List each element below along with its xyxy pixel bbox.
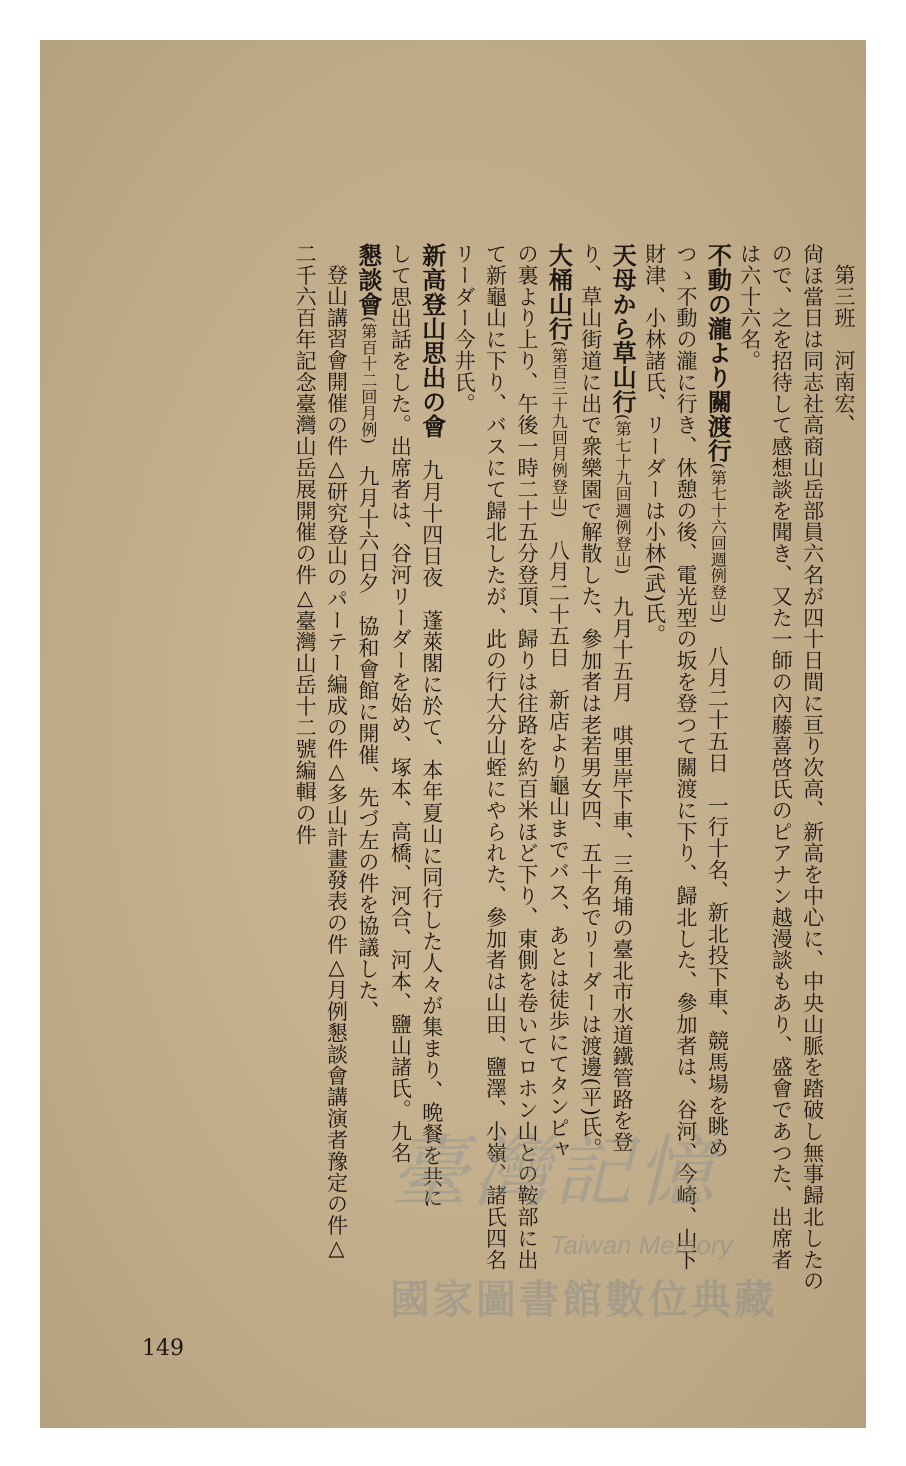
text-line: 登山講習會開催の件△研究登山のパーテー編成の件△多山計畫發表の件△月例懇談會講演者豫定の件△ <box>324 264 349 1261</box>
text-line: ので、之を招待して感想談を聞き、又た一師の內藤喜啓氏のピアナン越漫談もあり、盛會であつた、出席者 <box>769 243 794 1271</box>
section-note: (第七十九回週例登山) <box>613 413 633 575</box>
section-heading: 天母から草山行 <box>608 243 638 414</box>
text-line: リーダー今井氏。 <box>452 243 477 415</box>
text-line: の裏より上り、午後一時二十五分登頂、歸りは往路を約百米ほど下り、東側を卷いてロホン山との鞍部に出 <box>514 243 539 1271</box>
text-line <box>542 243 574 1303</box>
section-note: (第百十二回月例) <box>358 316 378 445</box>
section-body: 九月十四日夜 蓬萊閣に於て、本年夏山に同行した人々が集まり、晩餐を共に <box>419 459 444 1209</box>
section-heading: 新高登山思出の會 <box>417 243 447 439</box>
text-line <box>415 243 447 1303</box>
text-line <box>352 243 384 1303</box>
watermark-english: Taiwan Memory <box>550 1230 733 1260</box>
section-body: 八月二十五日 新店より龜山までバス、あとは徒歩にてタンピャ <box>546 539 571 1160</box>
section-heading: 大桶山行 <box>544 243 574 341</box>
page-number: 149 <box>142 1336 184 1361</box>
section-body: 八月二十五日 一行十名、新北投下車、競馬場を眺め <box>705 644 730 1159</box>
text-line: 財津、小林諸氏、リーダーは小林(武)氏。 <box>642 243 667 646</box>
text-line: つゝ不動の瀧に行き、休憩の後、電光型の坂を登つて關渡に下り、歸北した、參加者は、谷河、今崎、山下 <box>673 243 698 1271</box>
text-line <box>701 243 733 1303</box>
watermark-subtitle: 國家圖書館數位典藏 <box>390 1277 777 1323</box>
text-line: て新龜山に下り、バスにて歸北したが、此の行大分山蛭にやられた、參加者は山田、鹽澤、小嶺、諸氏四名 <box>483 243 508 1271</box>
section-note: (第七十六回週例登山) <box>708 462 728 624</box>
book-page <box>40 40 866 1428</box>
section-note: (第百三十九回月例登山) <box>549 340 569 518</box>
section-body: 九月十五月 唭里岸下車、三角埔の臺北市水道鐵管路を登 <box>610 596 635 1153</box>
watermark-logo-text: 臺灣記憶 <box>390 1128 719 1218</box>
vertical-text-block <box>145 243 859 1303</box>
text-line: 尙ほ當日は同志社高商山岳部員六名が四十日間に亘り次高、新高を中心に、中央山脈を踏破し無事歸北したの <box>800 243 825 1292</box>
text-line: 二千六百年記念臺灣山岳展開催の件△臺灣山岳十二號編輯の件 <box>293 243 318 846</box>
section-body: 九月十六日夕 協和會館に開催、先づ左の件を協議した、 <box>355 465 380 1023</box>
text-line: して思出話をした。出席者は、谷河リーダーを始め、塚本、高橋、河合、河本、鹽山諸氏。九名 <box>388 243 413 1164</box>
section-heading: 不動の瀧より關渡行 <box>703 243 733 463</box>
section-heading: 懇談會 <box>353 243 383 317</box>
text-line: り、草山街道に出で衆樂園で解散した、參加者は老若男女四、五十名でリーダーは渡邊(平)氏。 <box>578 243 603 1159</box>
text-line: 第三班 河南宏、 <box>832 264 856 436</box>
text-line <box>606 243 638 1303</box>
text-line: は六十六名。 <box>737 243 762 372</box>
